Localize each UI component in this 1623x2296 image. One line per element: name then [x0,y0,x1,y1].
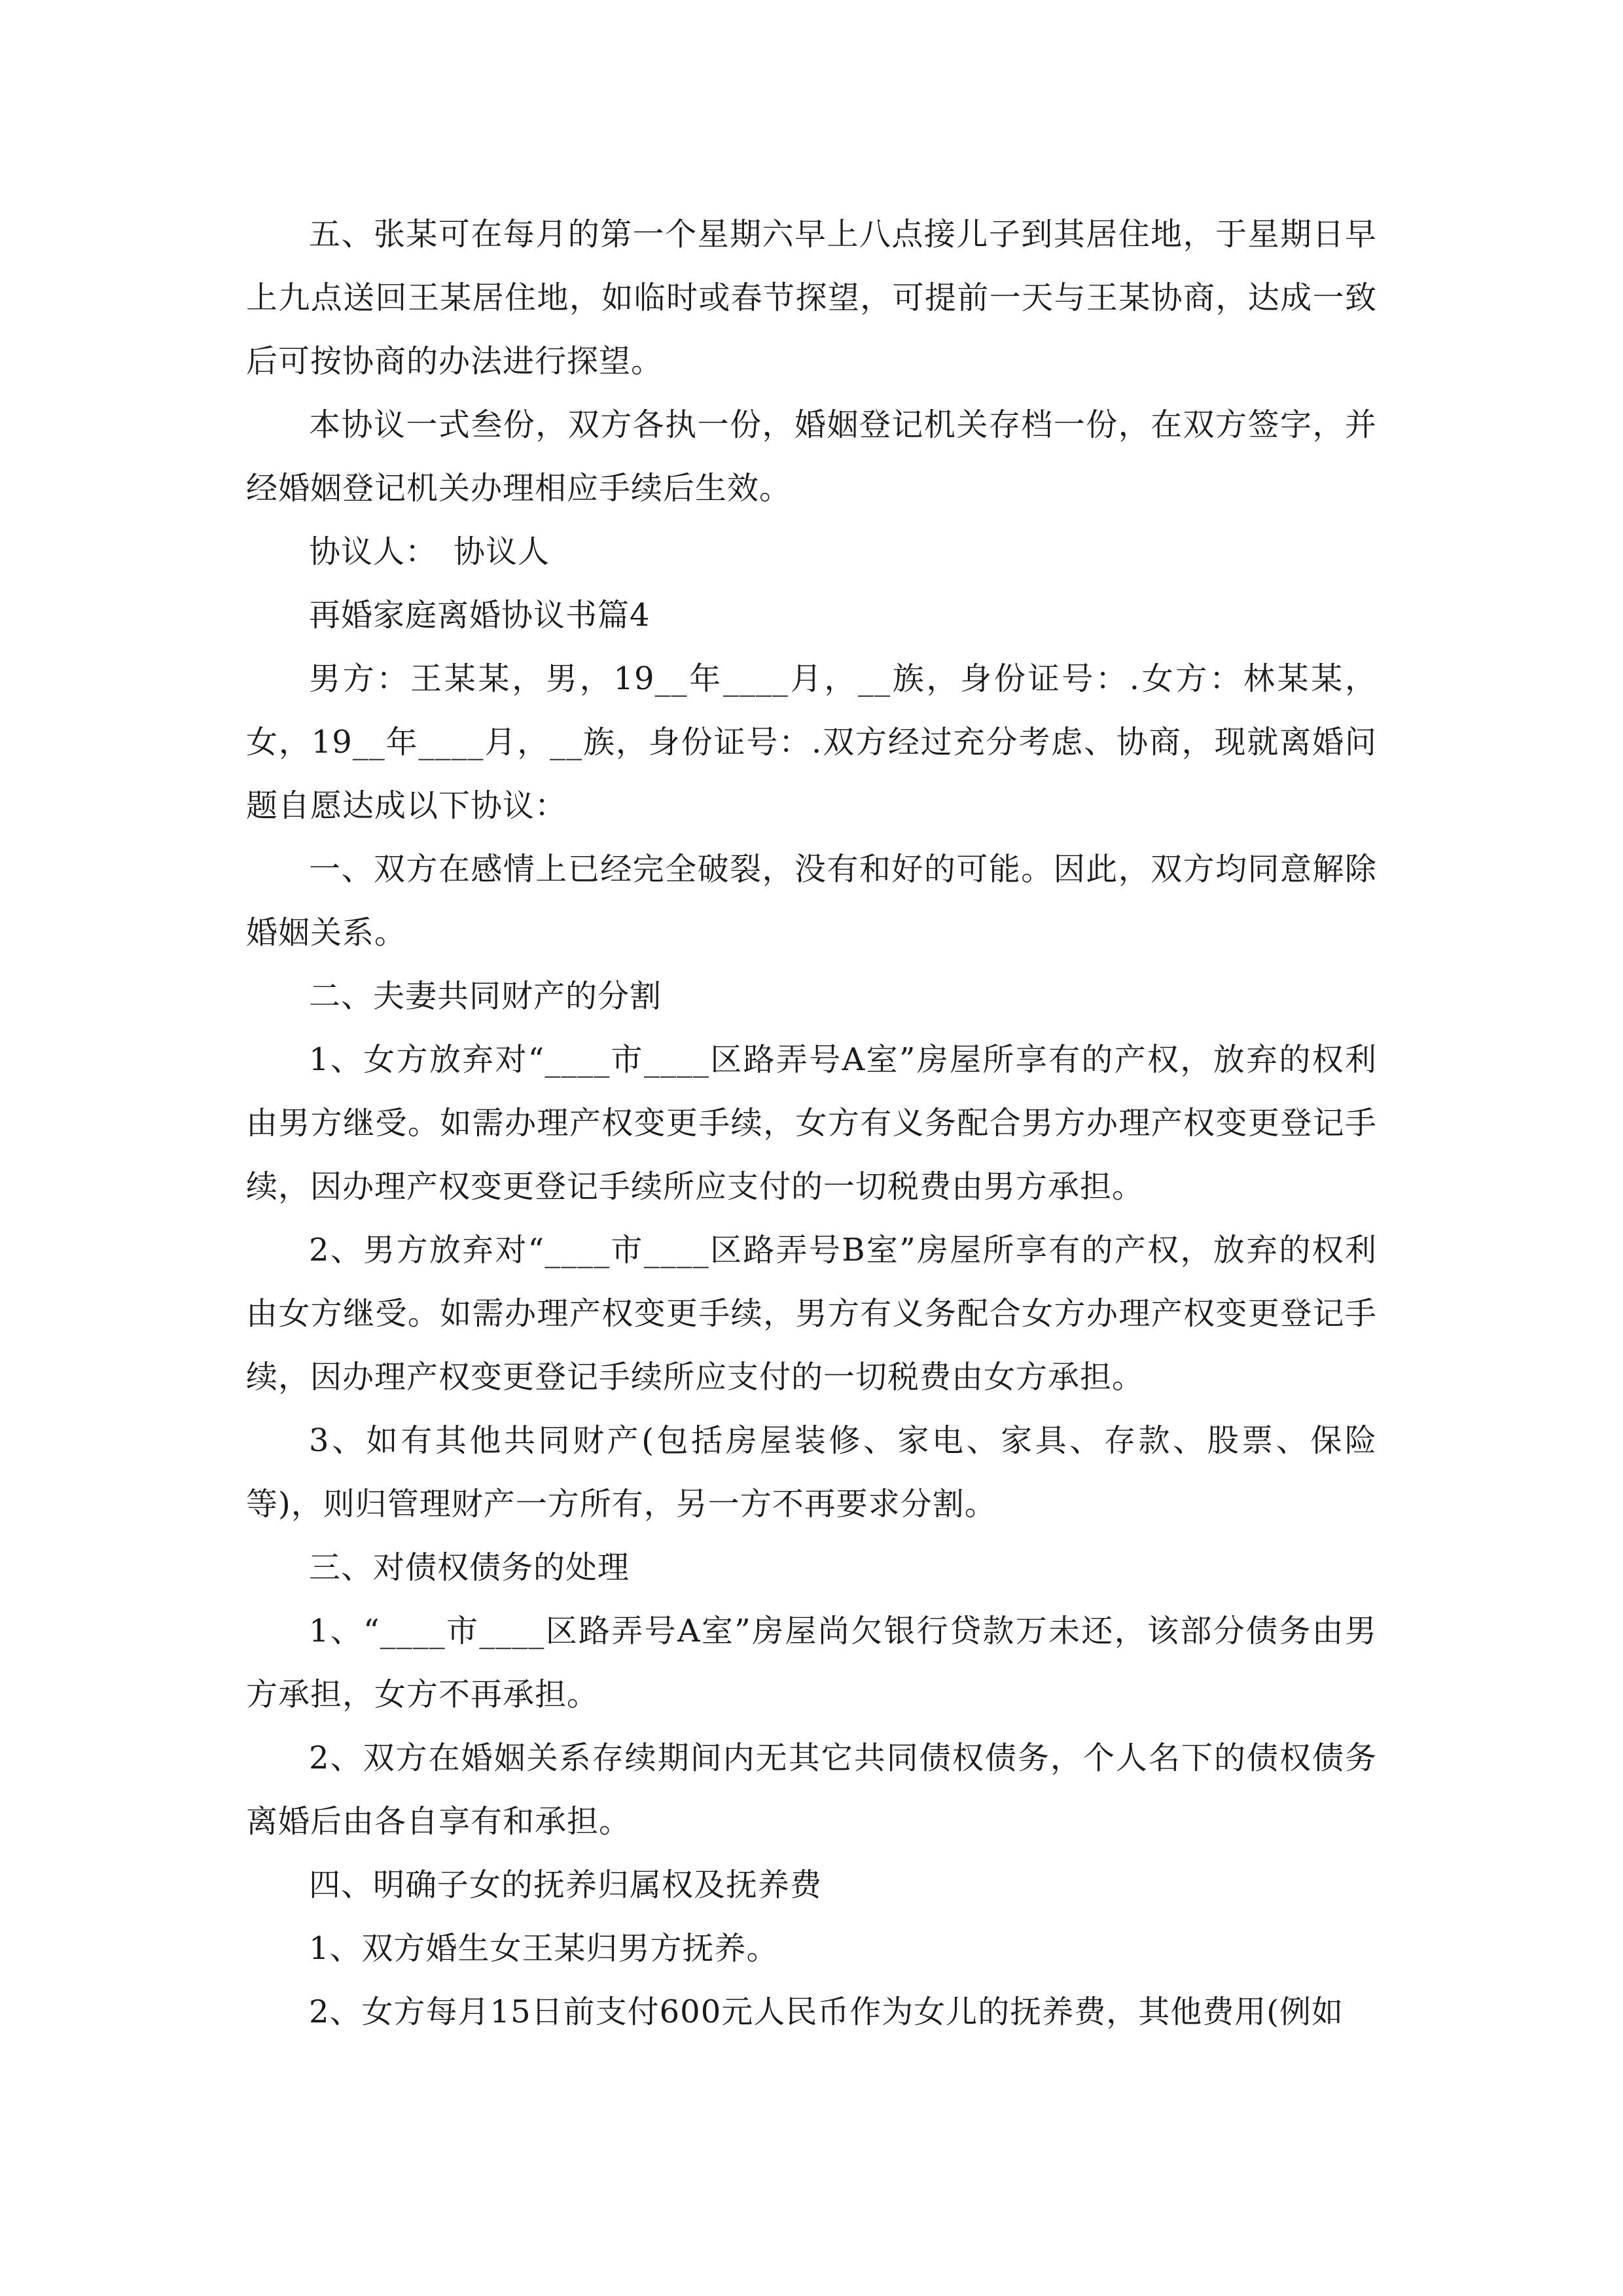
clause-custody-1: 1、双方婚生女王某归男方抚养。 [309,1930,779,1967]
paragraph-visitation-arrangement: 五、张某可在每月的第一个星期六早上八点接儿子到其居住地，于星期日早上九点送回王某居住地，如临时或春节探望，可提前一天与王某协商，达成一致后可按协商的办法进行探望。 [246,216,1377,380]
clause-property-2: 2、男方放弃对“____市____区路弄号B室”房屋所享有的产权，放弃的权利由女方继受。如需办理产权变更手续，男方有义务配合女方办理产权变更登记手续，因办理产权变更登记手续所应支付的一切税费由女方承担。 [246,1232,1377,1395]
clause-custody-2: 2、女方每月15日前支付600元人民币作为女儿的抚养费，其他费用(例如 [309,1994,1344,2030]
paragraph-signatories: 协议人： 协议人 [309,533,550,570]
clause-debt-1: 1、“____市____区路弄号A室”房屋尚欠银行贷款万未还，该部分债务由男方承担，女方不再承担。 [246,1613,1377,1713]
document-body [246,203,1377,2044]
paragraph-parties: 男方：王某某，男，19__年____月，__族，身份证号：.女方：林某某，女，19__年____月，__族，身份证号：.双方经过充分考虑、协商，现就离婚问题自愿达成以下协议： [246,660,1377,824]
clause-1-dissolution: 一、双方在感情上已经完全破裂，没有和好的可能。因此，双方均同意解除婚姻关系。 [246,851,1377,951]
paragraph-copies-and-effect: 本协议一式叁份，双方各执一份，婚姻登记机关存档一份，在双方签字，并经婚姻登记机关办理相应手续后生效。 [246,406,1377,507]
heading-property-division: 二、夫妻共同财产的分割 [309,978,662,1014]
clause-property-3: 3、如有其他共同财产(包括房屋装修、家电、家具、存款、股票、保险等)，则归管理财产一方所有，另一方不再要求分割。 [246,1422,1377,1522]
clause-debt-2: 2、双方在婚姻关系存续期间内无其它共同债权债务，个人名下的债权债务离婚后由各自享有和承担。 [246,1740,1377,1840]
heading-child-custody: 四、明确子女的抚养归属权及抚养费 [309,1867,823,1903]
section-title: 再婚家庭离婚协议书篇4 [309,597,651,634]
clause-property-1: 1、女方放弃对“____市____区路弄号A室”房屋所享有的产权，放弃的权利由男方继受。如需办理产权变更手续，女方有义务配合男方办理产权变更登记手续，因办理产权变更登记手续所应支付的一切税费由男方承担。 [246,1041,1377,1205]
heading-debts: 三、对债权债务的处理 [309,1549,630,1586]
